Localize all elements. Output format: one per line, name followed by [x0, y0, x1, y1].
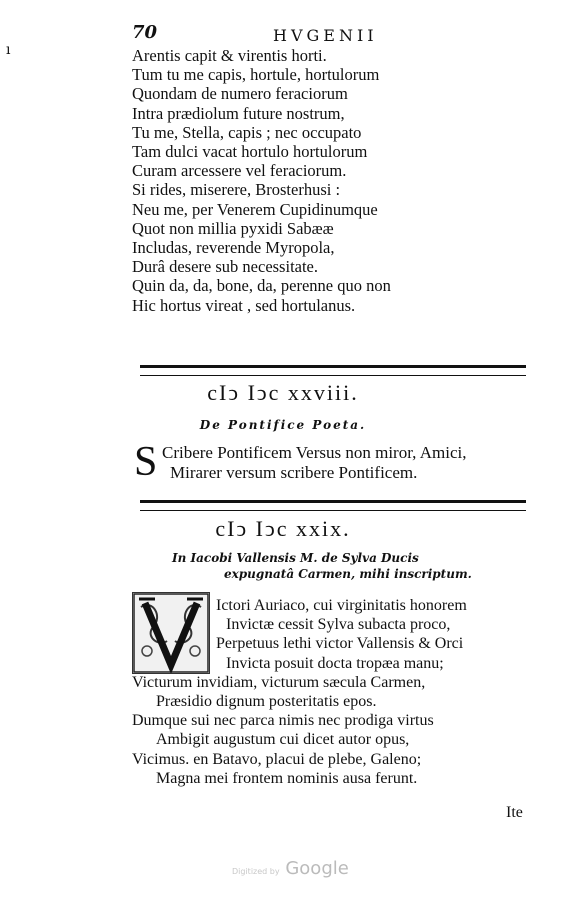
epigram-number: cIↄ Iↄc xxviii. — [207, 380, 359, 405]
poem-line: Vicimus. en Batavo, placui de plebe, Galeno; — [132, 750, 422, 768]
poem-line: Arentis capit & virentis horti. — [132, 46, 327, 65]
poem-line: Dumque sui nec parca nimis nec prodiga virtus — [132, 712, 434, 730]
page-number: 70 — [132, 22, 158, 43]
poem-line: Præsidio dignum posteritatis epos. — [156, 693, 377, 711]
poem-line: Quin da, da, bone, da, perenne quo non — [132, 276, 391, 296]
margin-mark: ı — [6, 42, 11, 58]
poem-line: Ambigit augustum cui dicet autor opus, — [156, 731, 410, 749]
epigram-title: De Pontifice Poeta. — [199, 418, 367, 432]
poem-line: Includas, reverende Myropola, — [132, 238, 335, 258]
divider-rule — [140, 365, 526, 376]
title-line: In Iacobi Vallensis M. de Sylva Ducis — [172, 551, 419, 565]
poem-line: Quot non millia pyxidi Sabææ — [132, 218, 334, 238]
watermark-prefix: Digitized by — [232, 867, 280, 876]
poem-line: Tu me, Stella, capis ; nec occupato — [132, 122, 362, 142]
poem-line: Quondam de numero feraciorum — [132, 84, 348, 104]
poem-line: Mirarer versum scribere Pontificem. — [170, 463, 418, 482]
poem-line: Invicta posuit docta tropæa manu; — [226, 654, 444, 672]
poem-line: Durâ desere sub necessitate. — [132, 257, 319, 277]
epigram-text — [132, 596, 532, 788]
poem-line: Invictæ cessit Sylva subacta proco, — [226, 616, 451, 634]
poem-line: Tam dulci vacat hortulo hortulorum — [132, 142, 368, 162]
catchword: Ite — [506, 804, 523, 821]
watermark-brand: Google — [285, 858, 349, 879]
epigram-title — [172, 550, 532, 582]
poem-line: Ictori Auriaco, cui virginitatis honorem — [216, 597, 467, 614]
poem-line: Curam arcessere vel feraciorum. — [132, 161, 347, 181]
poem-top — [132, 46, 532, 315]
epigram-number: cIↄ Iↄc xxix. — [215, 516, 351, 541]
title-line: expugnatâ Carmen, mihi inscriptum. — [224, 567, 472, 581]
poem-line: Magna mei frontem nominis ausa ferunt. — [156, 769, 418, 787]
poem-line: Victurum invidiam, victurum sæcula Carmen, — [132, 673, 426, 691]
epigram-text — [162, 443, 522, 483]
running-head: HVGENII — [273, 26, 378, 45]
divider-rule — [140, 500, 526, 511]
poem-line: Tum tu me capis, hortule, hortulorum — [132, 65, 380, 85]
poem-line: Cribere Pontificem Versus non miror, Amici, — [162, 443, 467, 462]
dropcap-letter: S — [134, 439, 158, 485]
poem-line: Perpetuus lethi victor Vallensis & Orci — [216, 635, 464, 653]
poem-line: Si rides, miserere, Brosterhusi : — [132, 180, 341, 200]
poem-line: Intra prædiolum future nostrum, — [132, 103, 345, 123]
poem-line: Hic hortus vireat , sed hortulanus. — [132, 295, 356, 315]
poem-line: Neu me, per Venerem Cupidinumque — [132, 199, 378, 219]
digitization-watermark — [232, 858, 349, 879]
